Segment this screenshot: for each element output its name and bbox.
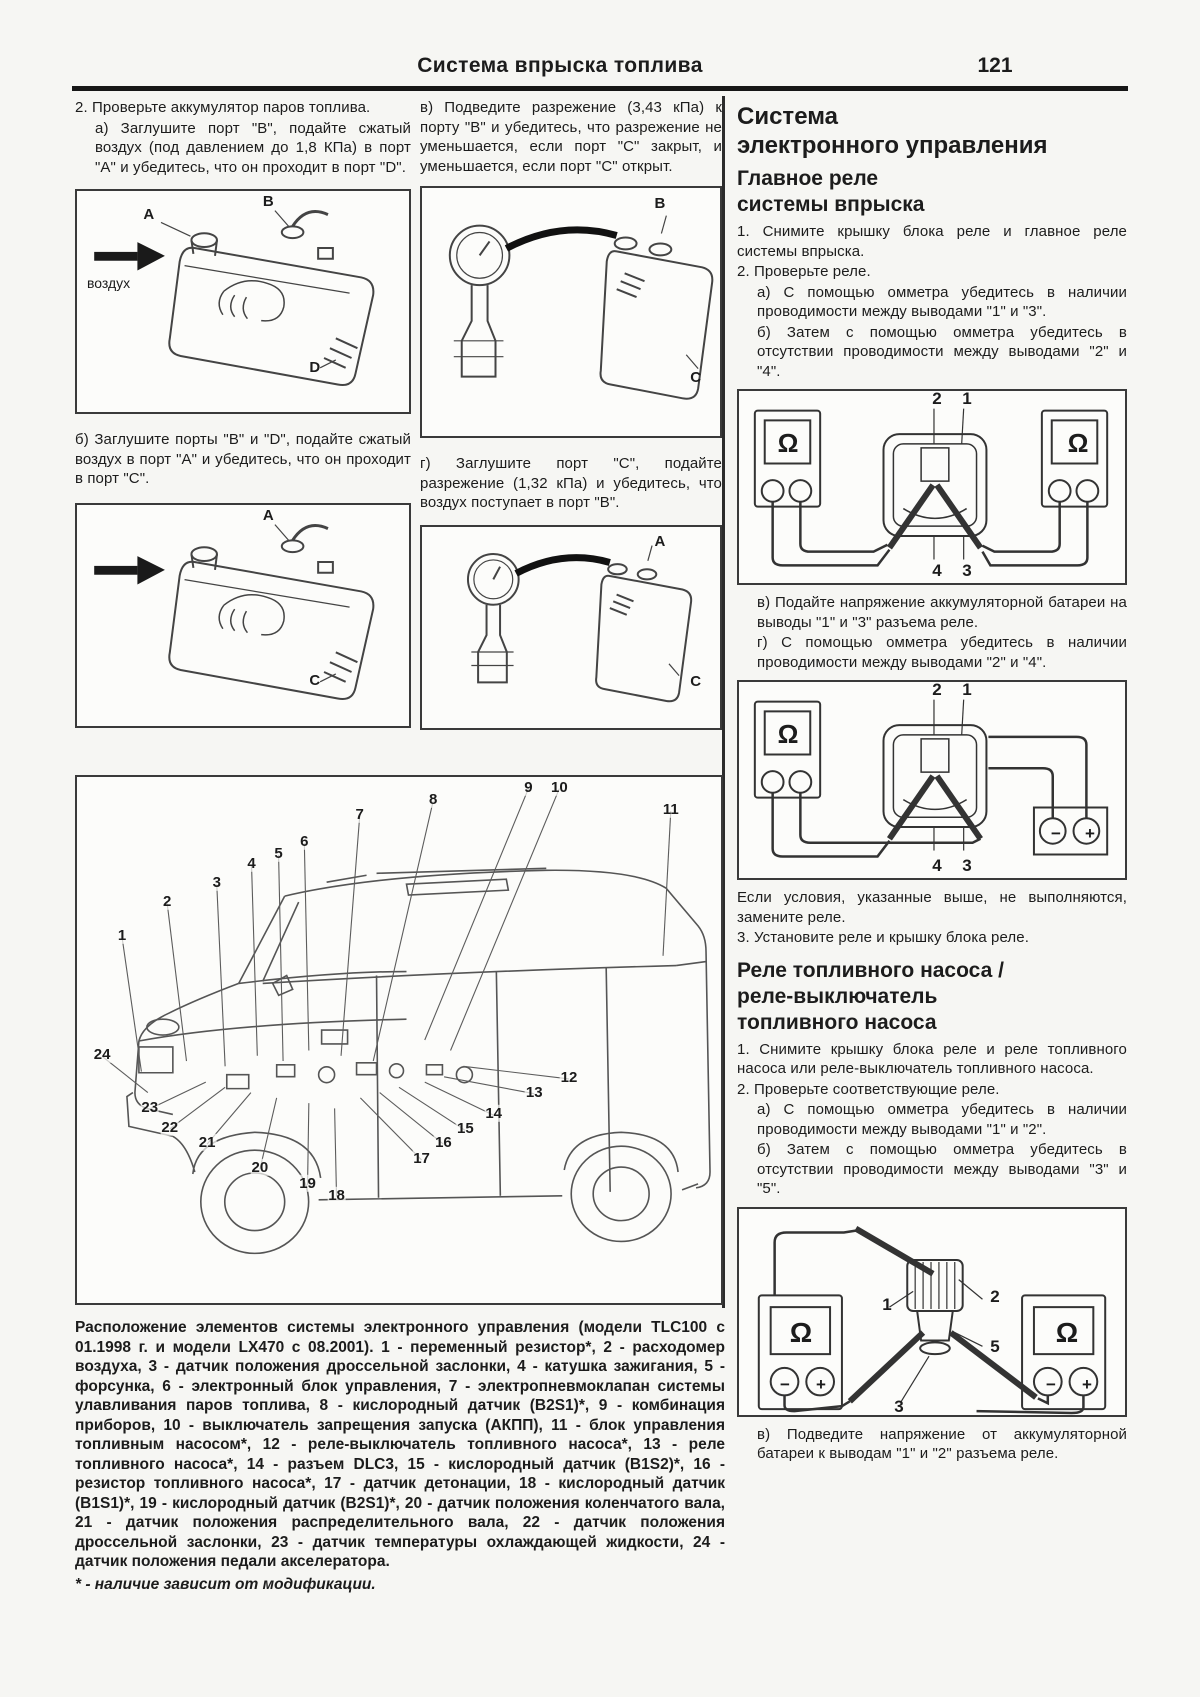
pump-relay-step1: 1. Снимите крышку блока реле и реле топливного насоса или реле-выключатель топливного насоса. — [737, 1040, 1127, 1077]
air-label: воздух — [86, 274, 131, 291]
terminal-2-label: 2 — [990, 1286, 1000, 1306]
ohmmeter-symbol-right: Ω — [1067, 428, 1089, 458]
ohmmeter-symbol: Ω — [777, 719, 799, 749]
port-b-label: В — [262, 193, 274, 211]
car-figure-callout-18: 18 — [328, 1186, 345, 1204]
vacuum-test-figure-2 — [420, 525, 722, 730]
relay-ohmmeter-schematic — [739, 391, 1125, 583]
pump-relay-heading-line3: топливного насоса — [737, 1010, 937, 1034]
car-figure-callouts — [77, 777, 721, 1303]
main-relay-heading-line1: Главное реле — [737, 167, 879, 190]
probe-plus-sign-left: + — [816, 1374, 826, 1394]
terminal-1-label: 1 — [962, 389, 972, 408]
car-figure-callout-12: 12 — [560, 1068, 578, 1086]
pump-relay-step2a: а) С помощью омметра убедитесь в наличии проводимости между выводами "1" и "2". — [757, 1101, 1127, 1138]
probe-minus-sign-left: − — [780, 1374, 790, 1394]
car-figure-callout-3: 3 — [212, 874, 221, 892]
main-relay-step3: 3. Установите реле и крышку блока реле. — [737, 929, 1029, 946]
probe-minus-sign-right: − — [1046, 1374, 1056, 1394]
canister-airflow-figure-1 — [75, 189, 411, 414]
terminal-1-label: 1 — [962, 680, 972, 699]
port-b-label: В — [654, 195, 666, 213]
battery-minus-sign: − — [1051, 824, 1061, 843]
step-2b-text: б) Заглушите порты "В" и "D", подайте сжатый воздух в порт "А" и убедитесь, что он проходит в порт "С". — [75, 431, 411, 487]
car-figure-callout-5: 5 — [274, 844, 283, 862]
figure-caption — [75, 1318, 725, 1594]
canister-airflow-figure-2 — [75, 503, 411, 728]
car-figure-callout-11: 11 — [662, 800, 679, 818]
terminal-5-label: 5 — [990, 1336, 1000, 1356]
figure-caption-text: Расположение элементов системы электронного управления (модели TLC100 с 01.1998 г. и модели LX470 с 08.2001). 1 - переменный резистор*, 2 - расходомер воздуха, 3 - датчик положения дроссельной заслонки, 4 - катушка зажигания, 5 - форсунка, 6 - электронный блок управления, 7 - электропневмоклапан системы улавливания паров топлива, 8 - кислородный датчик (B2S1)*, 9 - комбинация приборов, 10 - выключатель запрещения запуска (АКПП), 11 - блок управления топливным насосом*, 12 - реле-выключатель топливного насоса*, 13 - реле топливного насоса*, 14 - разъем DLC3, 15 - кислородный датчик (B1S2)*, 16 - резистор топливного насоса*, 17 - датчик детонации, 18 - кислородный датчик (B1S1)*, 19 - кислородный датчик (B2S1)*, 20 - датчик положения коленчатого вала, 21 - датчик положения распределительного вала, 22 - датчик положения дроссельной заслонки, 23 - датчик температуры охлаждающей жидкости, 24 - датчик положения педали акселератора. — [75, 1319, 725, 1570]
pump-relay-heading — [737, 958, 1127, 1036]
car-figure-callout-2: 2 — [162, 893, 172, 911]
left-column — [75, 98, 411, 728]
car-figure-callout-10: 10 — [551, 778, 568, 796]
terminal-4-label: 4 — [932, 856, 942, 875]
car-figure-callout-15: 15 — [456, 1120, 474, 1138]
pump-relay-step2: 2. Проверьте соответствующие реле. — [737, 1080, 1000, 1098]
terminal-4-label: 4 — [932, 561, 942, 580]
port-c-label: С — [690, 673, 702, 691]
port-a-label: А — [262, 506, 274, 524]
port-a-label: А — [143, 206, 155, 224]
section-heading-line2: электронного управления — [737, 132, 1048, 159]
pump-relay-step2v: в) Подведите напряжение от аккумуляторной батареи к выводам "1" и "2" разъема реле. — [757, 1425, 1127, 1462]
right-column — [737, 98, 1127, 1465]
step-2g-text: г) Заглушите порт "С", подайте разрежение (1,32 кПа) и убедитесь, что воздух поступает в порт "В". — [420, 455, 722, 511]
terminal-3-label: 3 — [962, 856, 972, 875]
car-component-location-figure — [75, 775, 723, 1305]
car-figure-callout-9: 9 — [524, 778, 533, 796]
page-number: 121 — [977, 54, 1013, 77]
car-figure-callout-1: 1 — [117, 927, 127, 945]
section-heading — [737, 102, 1127, 160]
main-relay-step2g: г) С помощью омметра убедитесь в наличии проводимости между выводами "2" и "4". — [757, 634, 1127, 671]
main-relay-heading-line2: системы впрыска — [737, 193, 925, 216]
main-relay-check-diagram — [737, 389, 1127, 585]
canister-illustration — [77, 505, 409, 726]
main-relay-replace-note: Если условия, указанные выше, не выполняются, замените реле. — [737, 889, 1127, 926]
car-figure-callout-13: 13 — [525, 1083, 543, 1101]
page-title: Система впрыска топлива — [417, 54, 703, 77]
port-a-label: А — [654, 532, 666, 550]
ohmmeter-symbol-left: Ω — [789, 1316, 813, 1348]
header-rule — [72, 86, 1128, 91]
vacuum-gauge-illustration — [422, 188, 720, 436]
port-c-label: С — [690, 369, 702, 387]
car-figure-callout-16: 16 — [435, 1133, 452, 1151]
main-relay-step2b: б) Затем с помощью омметра убедитесь в отсутствии проводимости между выводами "2" и "4". — [757, 323, 1127, 380]
car-figure-callout-7: 7 — [355, 805, 364, 823]
car-figure-callout-17: 17 — [413, 1149, 430, 1167]
car-figure-callout-19: 19 — [299, 1174, 316, 1192]
terminal-1-label: 1 — [882, 1294, 892, 1314]
pump-relay-heading-line2: реле-выключатель — [737, 984, 938, 1008]
battery-plus-sign: + — [1085, 824, 1095, 843]
ohmmeter-symbol-right: Ω — [1055, 1316, 1079, 1348]
car-figure-callout-6: 6 — [300, 833, 309, 851]
relay-battery-schematic — [739, 682, 1125, 878]
main-relay-step1: 1. Снимите крышку блока реле и главное реле системы впрыска. — [737, 223, 1127, 260]
car-figure-callout-14: 14 — [485, 1105, 502, 1123]
car-figure-callout-21: 21 — [198, 1133, 216, 1151]
pump-relay-check-diagram — [737, 1207, 1127, 1417]
port-d-label: D — [309, 358, 321, 376]
main-relay-step2v: в) Подайте напряжение аккумуляторной батареи на выводы "1" и "3" разъема реле. — [757, 594, 1127, 631]
step-2a-text: а) Заглушите порт "В", подайте сжатый воздух (под давлением до 1,8 КПа) в порт "А" и убедитесь, что он проходит в порт "D". — [95, 119, 411, 176]
car-figure-callout-23: 23 — [141, 1098, 159, 1116]
terminal-3-label: 3 — [894, 1396, 904, 1416]
main-relay-heading — [737, 166, 1127, 218]
car-figure-callout-8: 8 — [428, 790, 438, 808]
step-2v-text: в) Подведите разрежение (3,43 кПа) к порту "В" и убедитесь, что разрежение не уменьшается, если порт "С" закрыт, и уменьшается, если порт "С" открыт. — [420, 99, 722, 175]
section-heading-line1: Система — [737, 103, 839, 130]
port-c-label: С — [309, 672, 321, 690]
terminal-3-label: 3 — [962, 561, 972, 580]
car-figure-callout-22: 22 — [161, 1118, 179, 1136]
vacuum-test-figure-1 — [420, 186, 722, 438]
pump-relay-heading-line1: Реле топливного насоса / — [737, 958, 1004, 982]
ohmmeter-symbol-left: Ω — [777, 428, 799, 458]
main-relay-voltage-diagram — [737, 680, 1127, 880]
pump-relay-step2b: б) Затем с помощью омметра убедитесь в отсутствии проводимости между выводами "3" и "5". — [757, 1141, 1127, 1197]
middle-column — [420, 98, 722, 730]
terminal-2-label: 2 — [932, 389, 942, 408]
main-relay-step2: 2. Проверьте реле. — [737, 263, 871, 280]
canister-illustration — [77, 191, 409, 412]
step-2-text: 2. Проверьте аккумулятор паров топлива. — [75, 99, 371, 116]
car-figure-callout-20: 20 — [251, 1159, 269, 1177]
car-figure-callout-24: 24 — [93, 1046, 111, 1064]
main-relay-step2a: а) С помощью омметра убедитесь в наличии проводимости между выводами "1" и "3". — [757, 283, 1127, 320]
vacuum-gauge-illustration — [422, 527, 720, 728]
figure-caption-footnote: * - наличие зависит от модификации. — [75, 1575, 376, 1593]
terminal-2-label: 2 — [932, 680, 942, 699]
car-figure-callout-4: 4 — [247, 854, 256, 872]
probe-plus-sign-right: + — [1082, 1374, 1092, 1394]
